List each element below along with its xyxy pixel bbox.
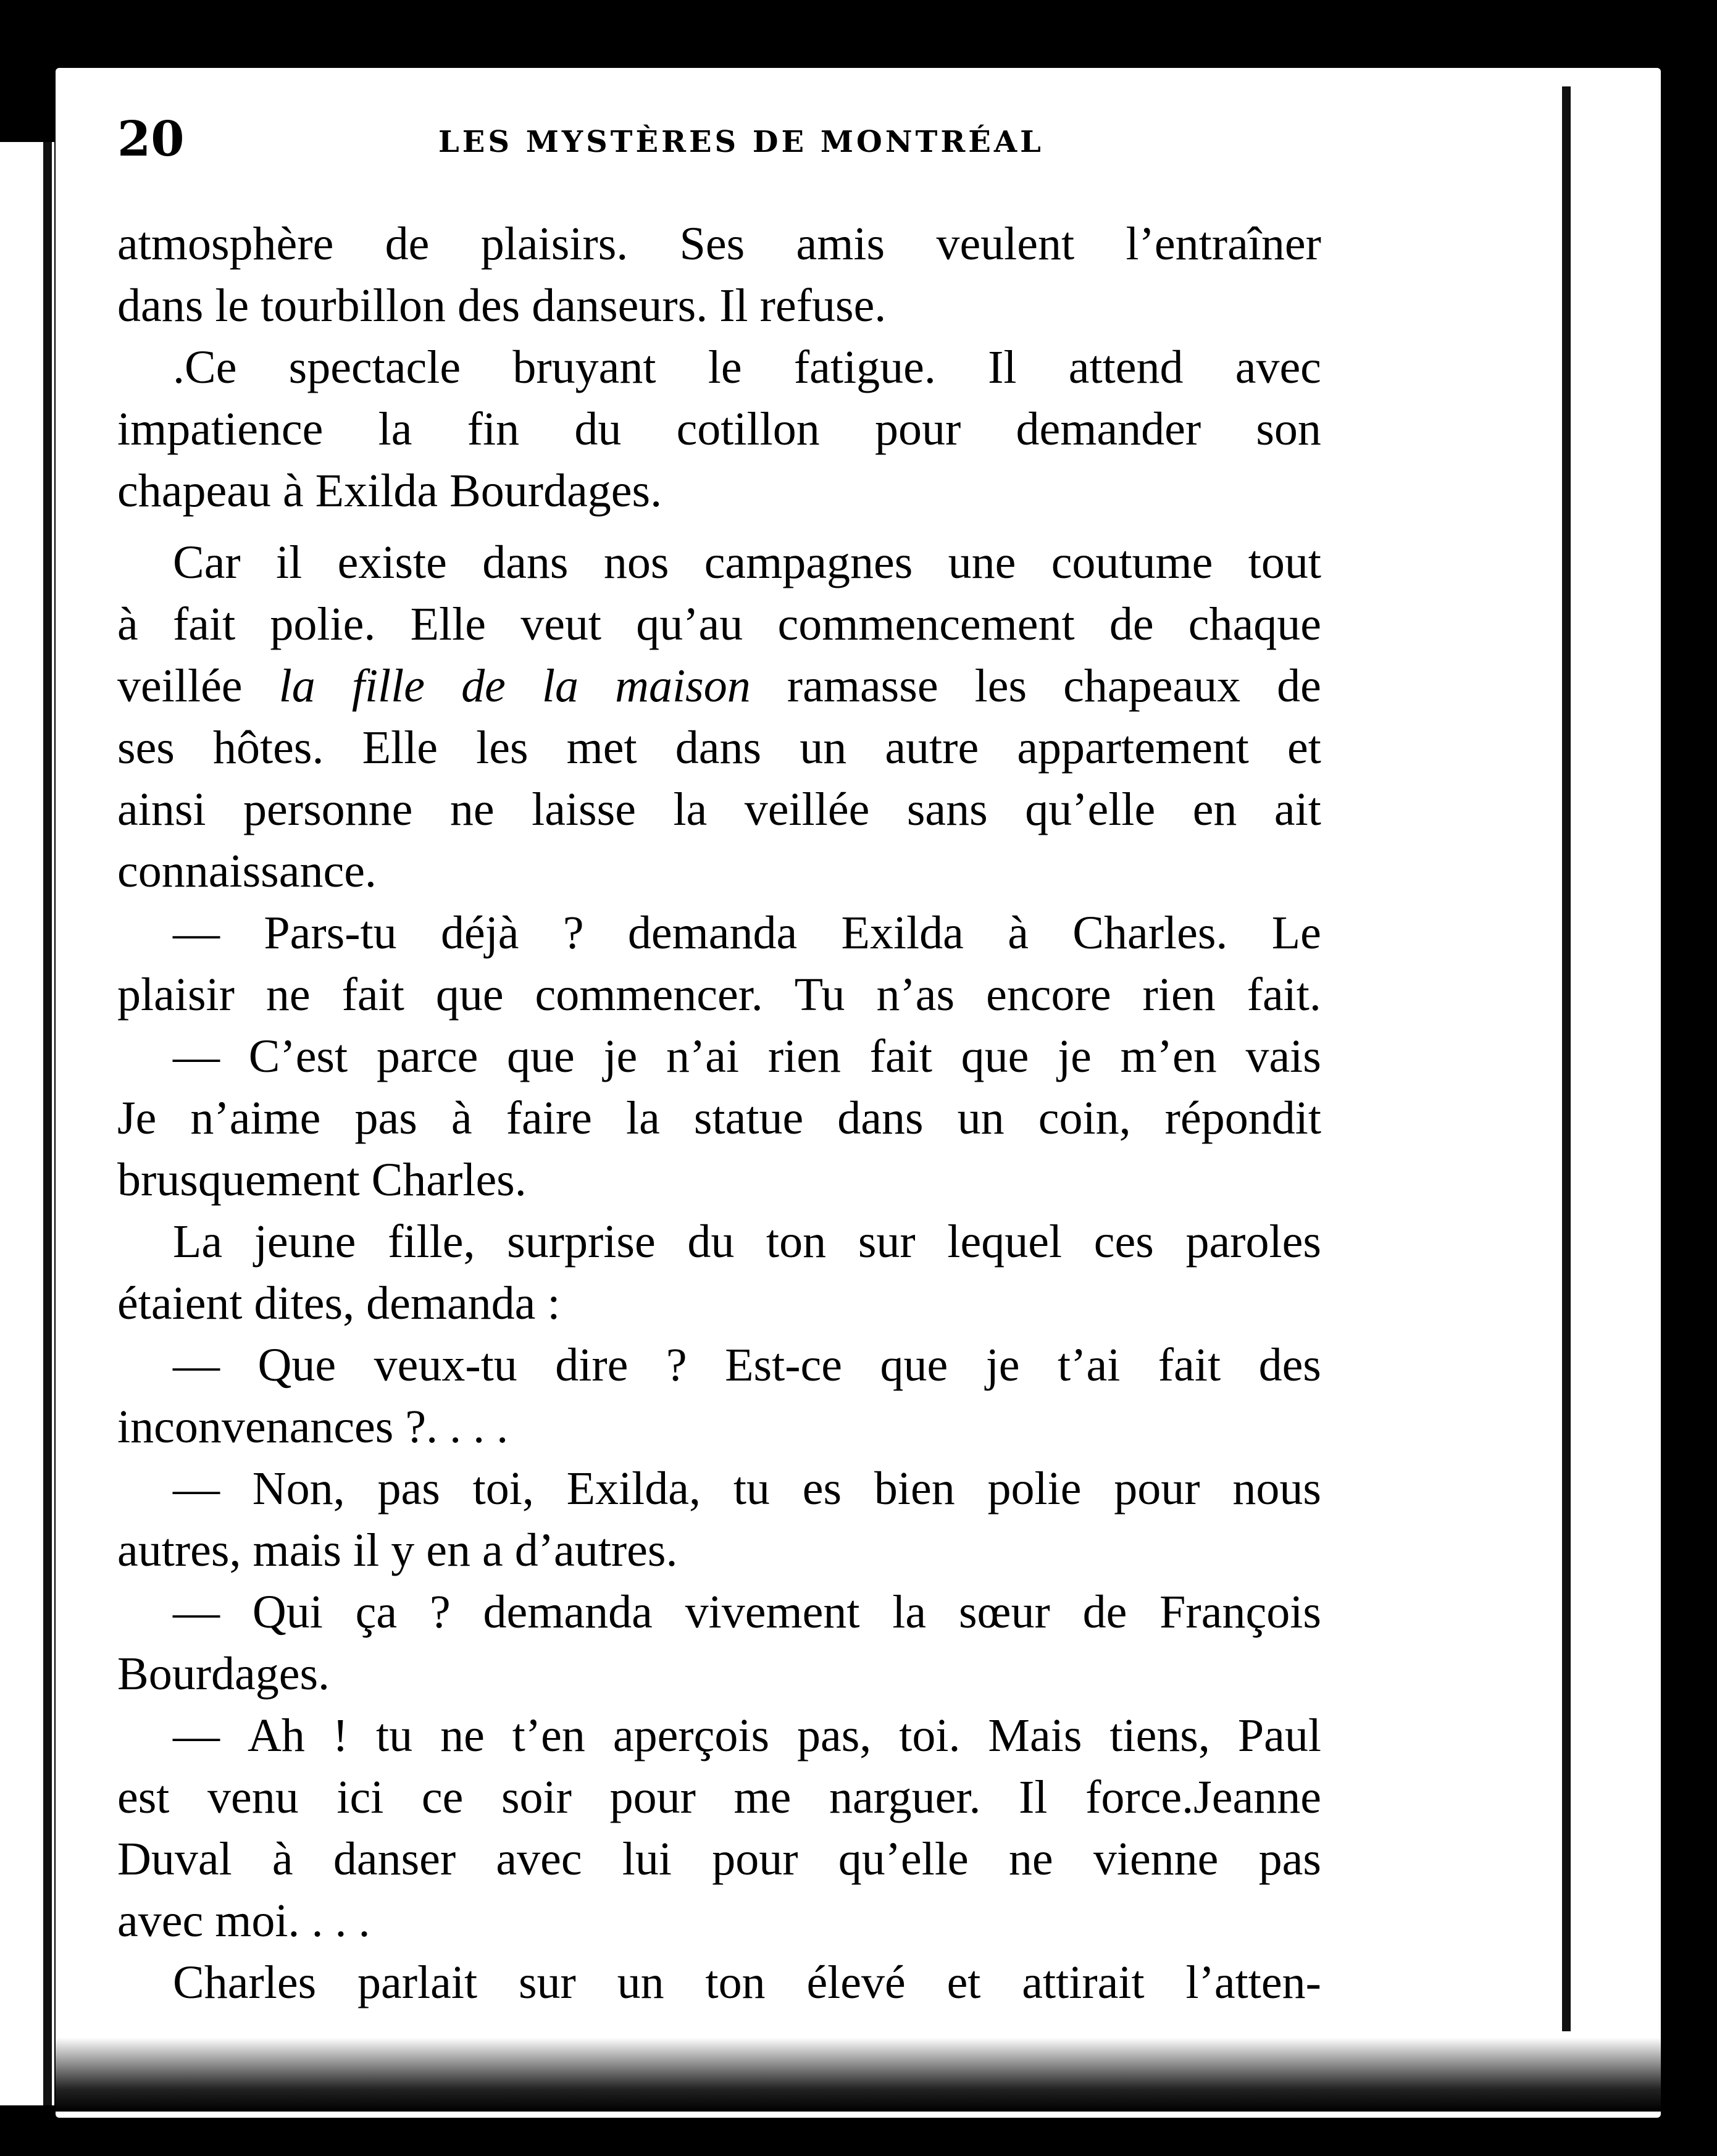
text-line: est venu ici ce soir pour me narguer. Il force.Jeanne (117, 1771, 1321, 1823)
page-number: 20 (117, 111, 185, 167)
body-text (117, 213, 1321, 2013)
text-line: — Pars-tu déjà ? demanda Exilda à Charles. Le (173, 907, 1321, 959)
text-line: inconvenances ?. . . . (117, 1401, 509, 1453)
text-line: brusquement Charles. (117, 1154, 527, 1206)
text-line: veillée la fille de la maison ramasse les chapeaux de (117, 660, 1321, 712)
text-line: chapeau à Exilda Bourdages. (117, 465, 662, 517)
text-line: Je n’aime pas à faire la statue dans un coin, répondit (117, 1092, 1321, 1144)
text-line: — Que veux-tu dire ? Est-ce que je t’ai fait des (173, 1339, 1321, 1391)
text-line: étaient dites, demanda : (117, 1277, 561, 1329)
text-line: autres, mais il y en a d’autres. (117, 1524, 678, 1576)
page-binding-edge (1562, 86, 1571, 2031)
text-line: — Non, pas toi, Exilda, tu es bien polie pour nous (173, 1463, 1321, 1515)
text-line: — C’est parce que je n’ai rien fait que je m’en vais (173, 1030, 1321, 1082)
text-line: plaisir ne fait que commencer. Tu n’as encore rien fait. (117, 969, 1321, 1021)
text-line: Bourdages. (117, 1648, 330, 1700)
text-line: avec moi. . . . (117, 1895, 370, 1947)
page-bottom-shadow (56, 2037, 1661, 2112)
text-line: .Ce spectacle bruyant le fatigue. Il attend avec (173, 341, 1321, 393)
text-line: La jeune fille, surprise du ton sur lequel ces paroles (173, 1216, 1321, 1268)
page-edge-shadow (43, 142, 52, 2105)
text-line: dans le tourbillon des danseurs. Il refuse. (117, 280, 887, 332)
page-header (117, 111, 1321, 179)
text-line: connaissance. (117, 845, 377, 897)
text-line: atmosphère de plaisirs. Ses amis veulent l’entraîner (117, 218, 1321, 270)
text-line: à fait polie. Elle veut qu’au commencement de chaque (117, 598, 1321, 650)
text-line: impatience la fin du cotillon pour demander son (117, 403, 1321, 455)
running-title: LES MYSTÈRES DE MONTRÉAL (438, 125, 1044, 159)
text-line: ainsi personne ne laisse la veillée sans qu’elle en ait (117, 783, 1321, 835)
text-line: Charles parlait sur un ton élevé et attirait l’atten- (173, 1957, 1321, 2008)
text-line: Duval à danser avec lui pour qu’elle ne vienne pas (117, 1833, 1321, 1885)
text-line: Car il existe dans nos campagnes une coutume tout (173, 537, 1321, 588)
text-line: — Ah ! tu ne t’en aperçois pas, toi. Mais tiens, Paul (173, 1710, 1321, 1761)
text-line: — Qui ça ? demanda vivement la sœur de François (173, 1586, 1321, 1638)
text-line: ses hôtes. Elle les met dans un autre appartement et (117, 722, 1321, 774)
